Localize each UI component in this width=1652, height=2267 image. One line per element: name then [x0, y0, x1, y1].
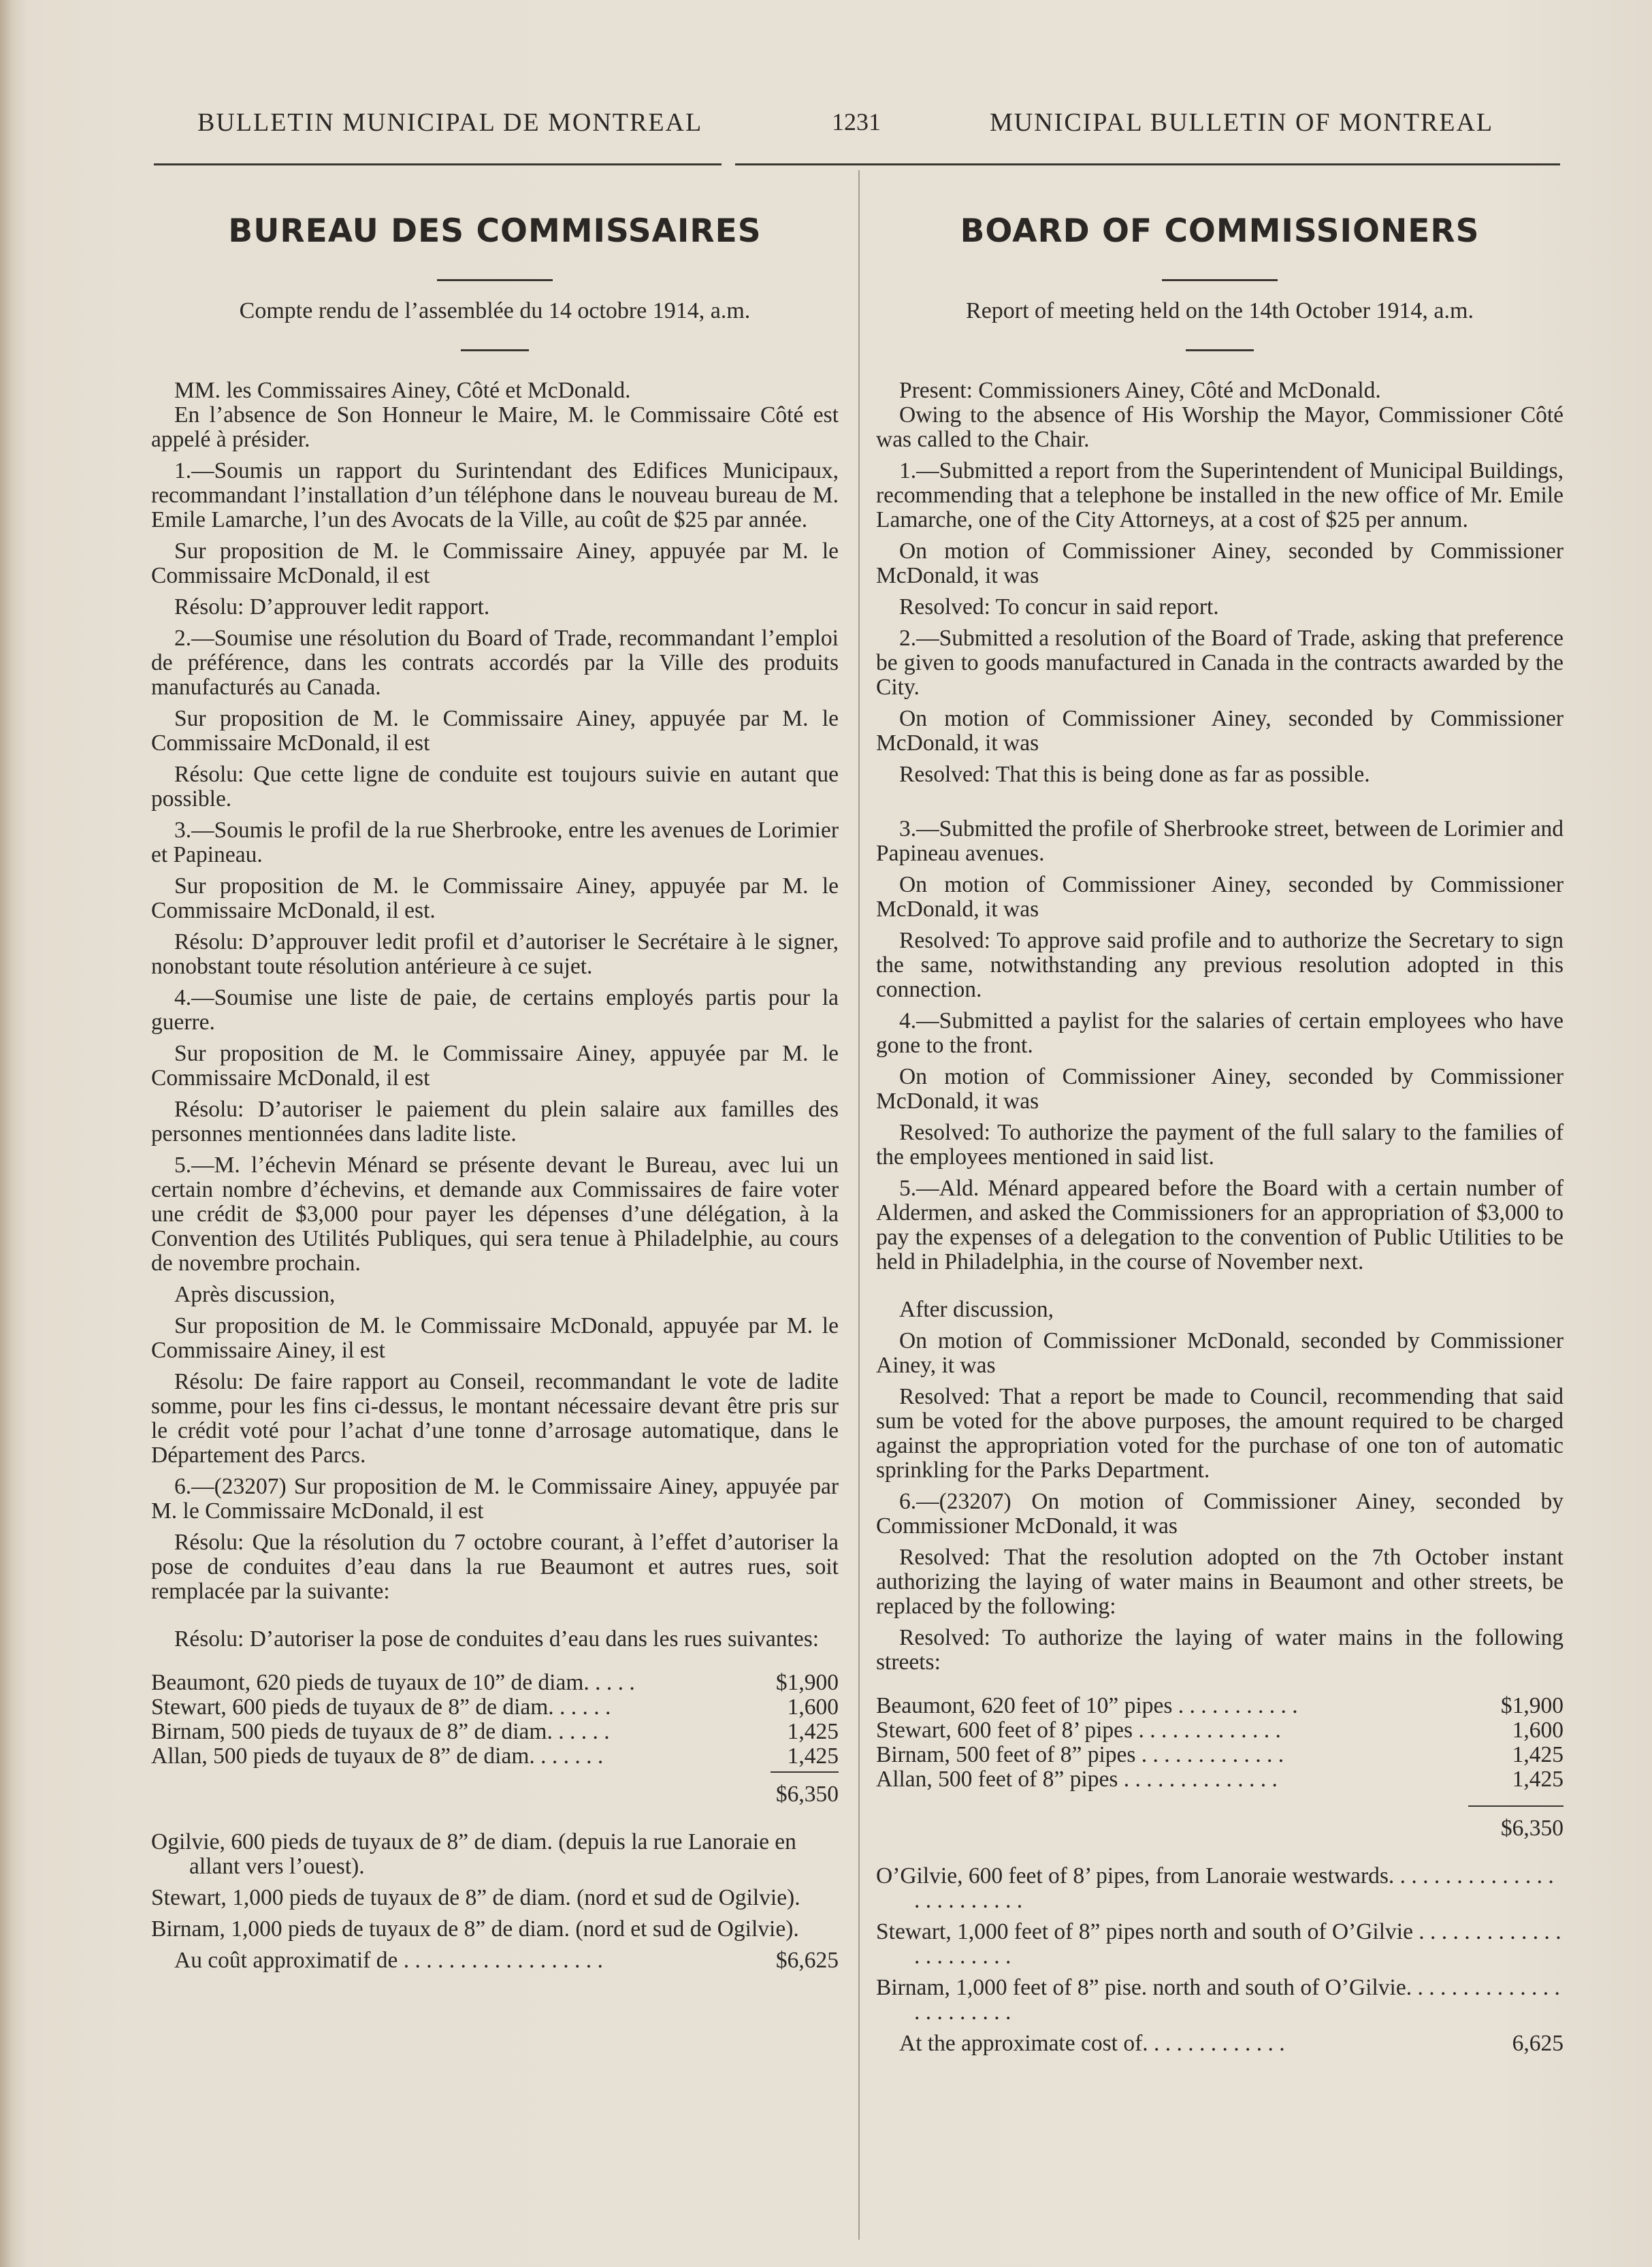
paragraph: 1.—Soumis un rapport du Surintendant des Edifices Municipaux, recommandant l’installation d’un téléphone dans le nouveau bureau de M. Emile Lamarche, l’un des Avocats de la Ville, au coût de $25 par année. — [151, 458, 839, 532]
paragraph: Résolu: D’autoriser la pose de conduites d’eau dans les rues suivantes: — [174, 1626, 820, 1652]
paragraph: Résolu: Que la résolution du 7 octobre courant, à l’effet d’autoriser la pose de conduites d’eau dans la rue Beaumont et autres rues, soit remplacée par la suivante: — [151, 1530, 839, 1604]
column-divider — [858, 170, 860, 2240]
cost-amount: $1,900 — [775, 1670, 839, 1695]
paragraph: 2.—Submitted a resolution of the Board of Trade, asking that preference be given to goods manufactured in Canada in the contracts awarded by the City. — [876, 626, 1564, 700]
english-title: BOARD OF COMMISSIONERS — [960, 212, 1480, 250]
paragraph: Résolu: D’approuver ledit profil et d’autoriser le Secrétaire à le signer, nonobstant toute résolution antérieure à ce sujet. — [151, 929, 839, 979]
approx-amount: 6,625 — [1512, 2031, 1564, 2056]
cost-amount: $1,900 — [1500, 1693, 1564, 1718]
french-title: BUREAU DES COMMISSAIRES — [228, 212, 762, 250]
cost-row — [876, 1767, 1564, 1792]
paragraph: On motion of Commissioner Ainey, seconded by Commissioner McDonald, it was — [876, 1064, 1564, 1114]
cost-desc: Birnam, 500 pieds de tuyaux de 8” de diam. . . . . . — [151, 1720, 610, 1744]
cost-desc: Allan, 500 pieds de tuyaux de 8” de diam. . . . . . . — [151, 1744, 604, 1769]
cost-row — [876, 1743, 1564, 1767]
cost-desc: Stewart, 600 pieds de tuyaux de 8” de diam. . . . . . — [151, 1695, 611, 1720]
cost-amount: 1,600 — [787, 1694, 839, 1720]
page-number: 1231 — [832, 108, 881, 135]
header-rule-right — [735, 163, 1560, 165]
cost-desc: Birnam, 500 feet of 8” pipes . . . . . . . . . . . . . — [876, 1743, 1284, 1767]
paragraph: Résolu: D’approuver ledit rapport. — [174, 594, 490, 620]
paragraph: Resolved: To authorize the laying of water mains in the following streets: — [876, 1625, 1564, 1675]
extra-item: Ogilvie, 600 pieds de tuyaux de 8” de diam. (depuis la rue Lanoraie en allant vers l’ouest). — [151, 1829, 796, 1879]
cost-row — [876, 1694, 1564, 1718]
paragraph: Après discussion, — [174, 1282, 336, 1307]
cost-desc: Beaumont, 620 feet of 10” pipes . . . . . . . . . . . — [876, 1694, 1298, 1718]
paragraph: Sur proposition de M. le Commissaire Ainey, appuyée par M. le Commissaire McDonald, il est — [151, 538, 839, 588]
approx-amount: $6,625 — [775, 1948, 839, 1973]
title-rule — [437, 279, 553, 281]
header-rule-left — [154, 163, 722, 165]
cost-table — [876, 1694, 1564, 1792]
paragraph: Résolu: D’autoriser le paiement du plein salaire aux familles des personnes mentionnées dans ladite liste. — [151, 1097, 839, 1146]
cost-amount: 1,425 — [1512, 1742, 1564, 1767]
paragraph: MM. les Commissaires Ainey, Côté et McDonald. — [174, 378, 631, 403]
paragraph: Sur proposition de M. le Commissaire Ainey, appuyée par M. le Commissaire McDonald, il est — [151, 706, 839, 756]
french-column — [151, 191, 839, 1973]
cost-row — [151, 1695, 839, 1720]
paragraph: Resolved: To concur in said report. — [899, 594, 1219, 620]
french-subtitle: Compte rendu de l’assemblée du 14 octobre 1914, a.m. — [239, 298, 751, 323]
header-left: BULLETIN MUNICIPAL DE MONTREAL — [197, 108, 703, 137]
approx-cost — [876, 2031, 1564, 2056]
extra-item: Birnam, 1,000 pieds de tuyaux de 8” de diam. (nord et sud de Ogilvie). — [151, 1916, 799, 1942]
approx-label: Au coût approximatif de . . . . . . . . . . . . . . . . . . — [174, 1948, 603, 1973]
paragraph: 6.—(23207) Sur proposition de M. le Commissaire Ainey, appuyée par M. le Commissaire McDonald, il est — [151, 1474, 839, 1524]
title-rule — [1162, 279, 1278, 281]
paragraph: Resolved: To approve said profile and to authorize the Secretary to sign the same, notwithstanding any previous resolution adopted in this connection. — [876, 928, 1564, 1002]
paragraph: Résolu: Que cette ligne de conduite est toujours suivie en autant que possible. — [151, 762, 839, 811]
paragraph: 3.—Soumis le profil de la rue Sherbrooke, entre les avenues de Lorimier et Papineau. — [151, 818, 839, 867]
paragraph: Sur proposition de M. le Commissaire Ainey, appuyée par M. le Commissaire McDonald, il est. — [151, 873, 839, 923]
total-rule — [1468, 1805, 1564, 1807]
cost-desc: Stewart, 600 feet of 8’ pipes . . . . . . . . . . . . . — [876, 1718, 1281, 1743]
approx-cost — [151, 1948, 839, 1973]
paragraph: 6.—(23207) On motion of Commissioner Ainey, seconded by Commissioner McDonald, it was — [876, 1489, 1564, 1539]
english-subtitle: Report of meeting held on the 14th October 1914, a.m. — [966, 298, 1474, 323]
cost-amount: 1,425 — [787, 1719, 839, 1744]
paragraph: On motion of Commissioner Ainey, seconded by Commissioner McDonald, it was — [876, 706, 1564, 756]
cost-amount: 1,425 — [787, 1743, 839, 1769]
cost-total: $6,350 — [775, 1782, 839, 1807]
cost-amount: 1,425 — [1512, 1767, 1564, 1792]
approx-label: At the approximate cost of. . . . . . . . . . . . . — [899, 2031, 1285, 2056]
cost-row — [876, 1718, 1564, 1743]
cost-amount: 1,600 — [1512, 1718, 1564, 1743]
paragraph: En l’absence de Son Honneur le Maire, M. le Commissaire Côté est appelé à présider. — [151, 402, 839, 452]
paragraph: 4.—Soumise une liste de paie, de certains employés partis pour la guerre. — [151, 985, 839, 1035]
extra-item: Stewart, 1,000 pieds de tuyaux de 8” de diam. (nord et sud de Ogilvie). — [151, 1885, 800, 1910]
paragraph: 5.—M. l’échevin Ménard se présente devant le Bureau, avec lui un certain nombre d’échevins, et demande aux Commissaires de faire voter une crédit de $3,000 pour payer les dépenses d’une délégation, à la Convention des Utilités Publiques, qui sera tenue à Philadelphie, au cours de novembre prochain. — [151, 1153, 839, 1276]
paragraph: 4.—Submitted a paylist for the salaries of certain employees who have gone to the front. — [876, 1008, 1564, 1058]
cost-row — [151, 1720, 839, 1744]
header-right: MUNICIPAL BULLETIN OF MONTREAL — [990, 108, 1494, 137]
paragraph: After discussion, — [899, 1297, 1054, 1322]
paragraph: Resolved: That a report be made to Council, recommending that said sum be voted for the above purposes, the amount required to be charged against the appropriation voted for the purchase of one ton of automatic sprinkling for the Parks Department. — [876, 1384, 1564, 1483]
cost-desc: Allan, 500 feet of 8” pipes . . . . . . . . . . . . . . — [876, 1767, 1278, 1792]
cost-desc: Beaumont, 620 pieds de tuyaux de 10” de diam. . . . . — [151, 1671, 635, 1695]
paragraph: 2.—Soumise une résolution du Board of Trade, recommandant l’emploi de préférence, dans les contrats accordés par la Ville des produits manufacturés au Canada. — [151, 626, 839, 700]
paragraph: Resolved: That the resolution adopted on the 7th October instant authorizing the laying of water mains in Beaumont and other streets, be replaced by the following: — [876, 1545, 1564, 1619]
english-column — [876, 191, 1564, 2056]
paragraph: On motion of Commissioner Ainey, seconded by Commissioner McDonald, it was — [876, 872, 1564, 922]
paragraph: Present: Commissioners Ainey, Côté and McDonald. — [899, 378, 1381, 403]
total-rule — [771, 1771, 839, 1773]
paragraph: 3.—Submitted the profile of Sherbrooke street, between de Lorimier and Papineau avenues. — [876, 816, 1564, 866]
paragraph: Resolved: That this is being done as far as possible. — [899, 762, 1370, 787]
extra-item: Stewart, 1,000 feet of 8” pipes north and south of O’Gilvie . . . . . . . . . . . . . . . . . . . . . . — [876, 1920, 1561, 1969]
paragraph: Sur proposition de M. le Commissaire Ainey, appuyée par M. le Commissaire McDonald, il est — [151, 1041, 839, 1091]
cost-total: $6,350 — [1500, 1816, 1564, 1841]
paragraph: Resolved: To authorize the payment of the full salary to the families of the employees mentioned in said list. — [876, 1120, 1564, 1170]
paragraph: Résolu: De faire rapport au Conseil, recommandant le vote de ladite somme, pour les fins ci-dessus, le montant nécessaire devant être pris sur le crédit voté pour l’achat d’une tonne d’arrosage automatique, dans le Département des Parcs. — [151, 1369, 839, 1468]
cost-row — [151, 1744, 839, 1769]
paragraph: On motion of Commissioner McDonald, seconded by Commissioner Ainey, it was — [876, 1328, 1564, 1378]
paragraph: Owing to the absence of His Worship the Mayor, Commissioner Côté was called to the Chair. — [876, 402, 1564, 452]
paragraph: Sur proposition de M. le Commissaire McDonald, appuyée par M. le Commissaire Ainey, il est — [151, 1313, 839, 1363]
cost-row — [151, 1671, 839, 1695]
paragraph: 5.—Ald. Ménard appeared before the Board with a certain number of Aldermen, and asked the Commissioners for an appropriation of $3,000 to pay the expenses of a delegation to the convention of Public Utilities to be held in Philadelphia, in the course of November next. — [876, 1176, 1564, 1274]
cost-table — [151, 1671, 839, 1769]
paragraph: 1.—Submitted a report from the Superintendent of Municipal Buildings, recommending that a telephone be installed in the new office of Mr. Emile Lamarche, one of the City Attorneys, at a cost of $25 per annum. — [876, 458, 1564, 532]
extra-item: O’Gilvie, 600 feet of 8’ pipes, from Lanoraie westwards. . . . . . . . . . . . . . . . . . . . . . . . . — [876, 1864, 1554, 1913]
extra-item: Birnam, 1,000 feet of 8” pise. north and south of O’Gilvie. . . . . . . . . . . . . . . . . . . . . . . — [876, 1976, 1560, 2025]
paragraph: On motion of Commissioner Ainey, seconded by Commissioner McDonald, it was — [876, 538, 1564, 588]
